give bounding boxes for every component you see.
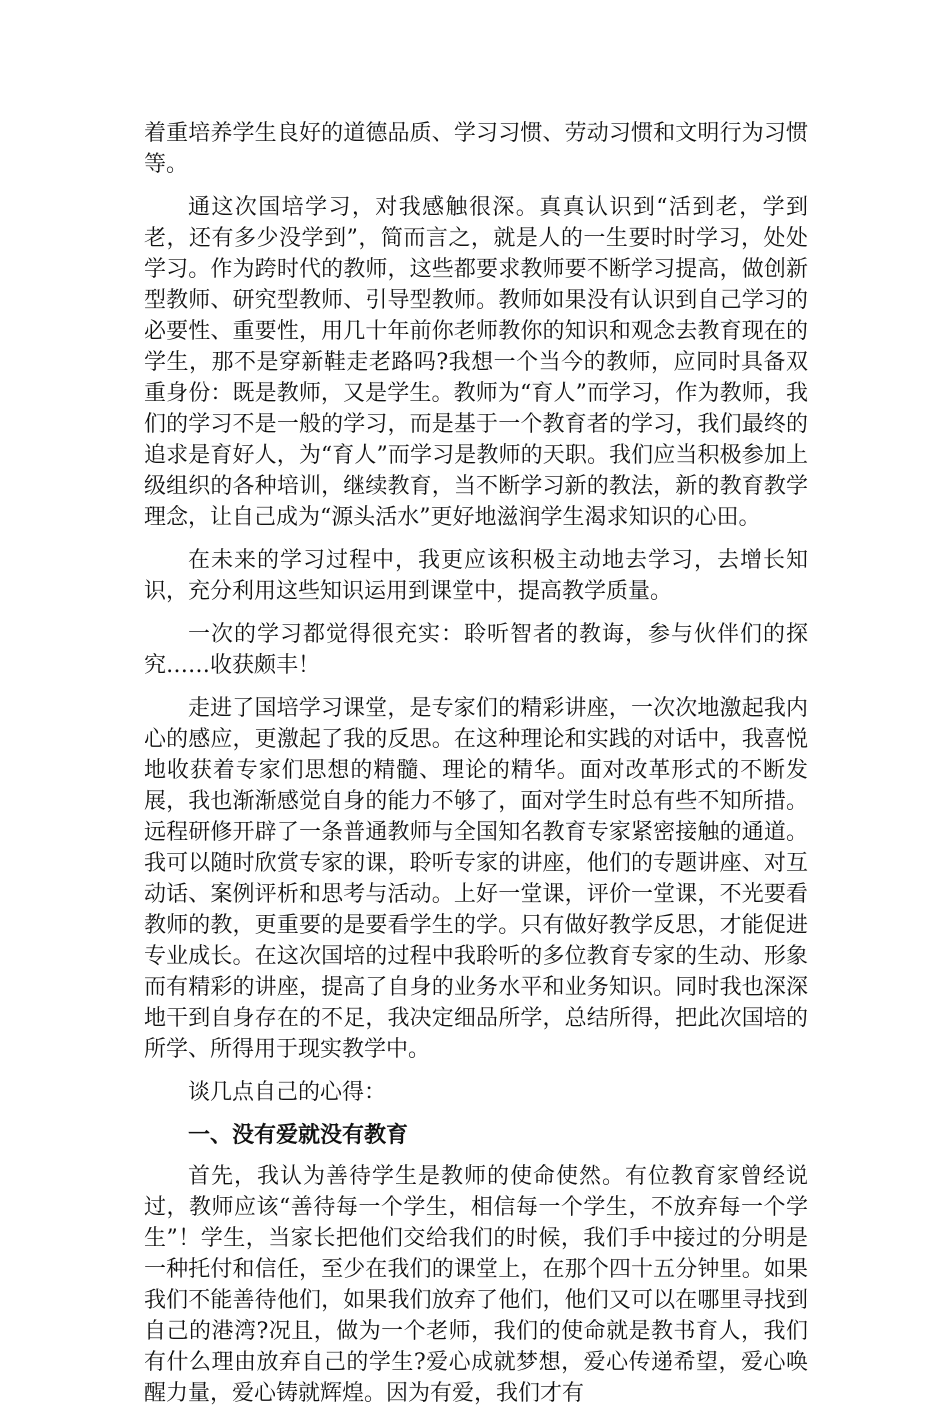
paragraph-classroom-experience: 走进了国培学习课堂，是专家们的精彩讲座，一次次地激起我内心的感应，更激起了我的反思。在这种理论和实践的对话中，我喜悦地收获着专家们思想的精髓、理论的精华。面对改革形式的不断发展，我也渐渐感觉自身的能力不够了，面对学生时总有些不知所措。远程研修开辟了一条普通教师与全国知名教育专家紧密接触的通道。我可以随时欣赏专家的课，聆听专家的讲座，他们的专题讲座、对互动话、案例评析和思考与活动。上好一堂课，评价一堂课，不光要看教师的教，更重要的是要看学生的学。只有做好教学反思，才能促进专业成长。在这次国培的过程中我聆听的多位教育专家的生动、形象而有精彩的讲座，提高了自身的业务水平和业务知识。同时我也深深地干到自身存在的不足，我决定细品所学，总结所得，把此次国培的所学、所得用于现实教学中。 xyxy=(144,696,808,1062)
paragraph-fulfilling-study: 一次的学习都觉得很充实：聆听智者的教诲，参与伙伴们的探究……收获颇丰！ xyxy=(144,622,808,678)
paragraph-love-education: 首先，我认为善待学生是教师的使命使然。有位教育家曾经说过，教师应该“善待每一个学生，相信每一个学生，不放弃每一个学生”！学生，当家长把他们交给我们的时候，我们手中接过的分明是一种托付和信任，至少在我们的课堂上，在那个四十五分钟里。如果我们不能善待他们，如果我们放弃了他们，他们又可以在哪里寻找到自己的港湾?况且，做为一个老师，我们的使命就是教书育人，我们有什么理由放弃自己的学生?爱心成就梦想，爱心传递希望，爱心唤醒力量，爱心铸就辉煌。因为有爱，我们才有 xyxy=(144,1164,808,1406)
paragraph-continuation: 着重培养学生良好的道德品质、学习习惯、劳动习惯和文明行为习惯等。 xyxy=(144,121,808,177)
paragraph-intro-points: 谈几点自己的心得： xyxy=(188,1080,387,1105)
document-page xyxy=(144,118,808,1421)
section-heading-1: 一、没有爱就没有教育 xyxy=(188,1123,409,1148)
paragraph-future-learning: 在未来的学习过程中，我更应该积极主动地去学习，去增长知识，充分利用这些知识运用到课堂中，提高教学质量。 xyxy=(144,548,808,604)
paragraph-reflection: 通这次国培学习，对我感触很深。真真认识到“活到老，学到老，还有多少没学到”，简而言之，就是人的一生要时时学习，处处学习。作为跨时代的教师，这些都要求教师要不断学习提高，做创新型教师、研究型教师、引导型教师。教师如果没有认识到自己学习的必要性、重要性，用几十年前你老师教你的知识和观念去教育现在的学生，那不是穿新鞋走老路吗?我想一个当今的教师，应同时具备双重身份：既是教师，又是学生。教师为“育人”而学习，作为教师，我们的学习不是一般的学习，而是基于一个教育者的学习，我们最终的追求是育好人，为“育人”而学习是教师的天职。我们应当积极参加上级组织的各种培训，继续教育，当不断学习新的教法，新的教育教学理念，让自己成为“源头活水”更好地滋润学生渴求知识的心田。 xyxy=(144,195,808,530)
